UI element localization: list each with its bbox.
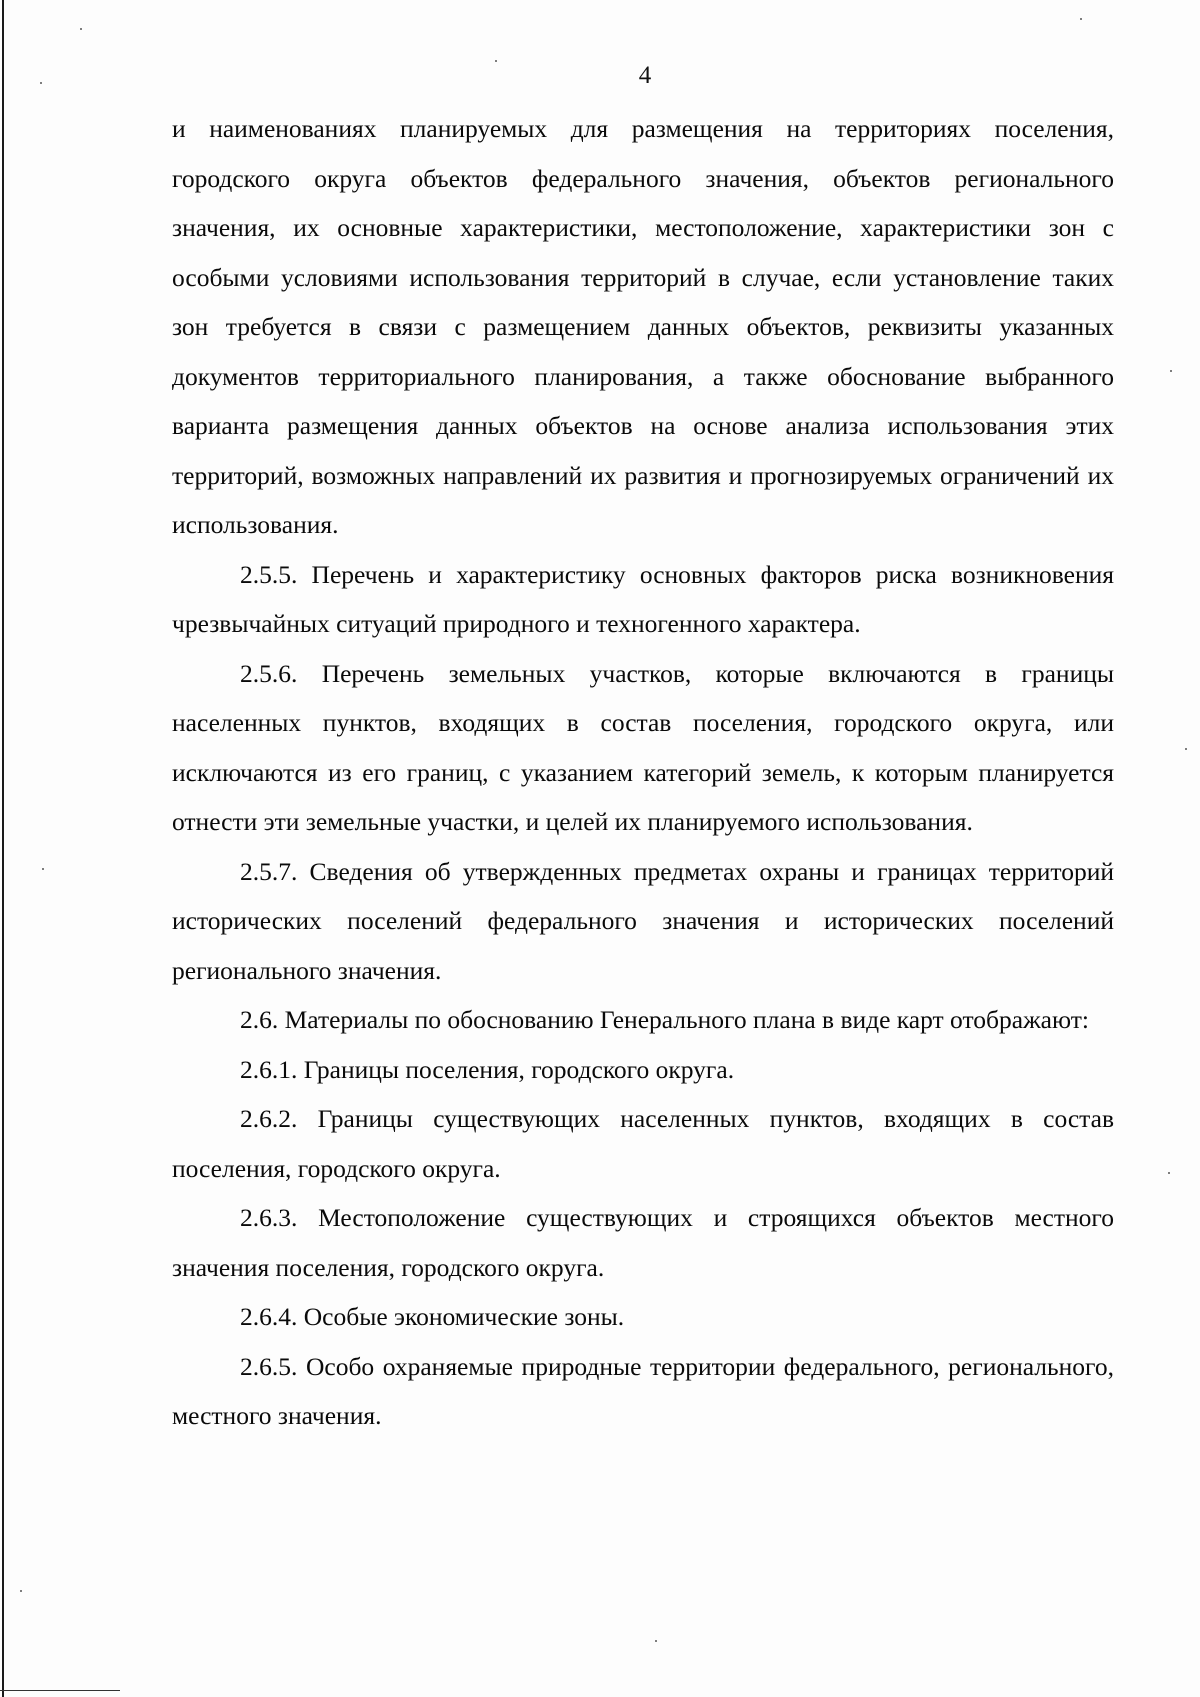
scan-speck (1185, 748, 1187, 750)
scan-speck (1170, 370, 1172, 372)
paragraph-2-6-2: 2.6.2. Границы существующих населенных пунктов, входящих в состав поселения, городского округа. (172, 1104, 1114, 1183)
scan-speck (655, 1640, 657, 1642)
paragraph-2-6-4: 2.6.4. Особые экономические зоны. (240, 1302, 625, 1331)
paragraph-2-6-1: 2.6.1. Границы поселения, городского округа. (240, 1054, 735, 1084)
scan-speck (1168, 1172, 1170, 1174)
scan-speck (1080, 18, 1082, 20)
scan-speck (80, 28, 82, 30)
document-body (172, 104, 1114, 1441)
page-number: 4 (638, 62, 652, 89)
paragraph-2-6: 2.6. Материалы по обоснованию Генерального плана в виде карт отображают: (240, 1005, 1089, 1034)
scan-left-edge (2, 0, 4, 1697)
scan-bottom-mark (0, 1690, 120, 1691)
paragraph-intro: и наименованиях планируемых для размещения на территориях поселения, городского округа объектов федерального значения, объектов регионального значения, их основные характеристики, местоположение, характеристики зон с особыми условиями использования территорий в случае, если установление таких зон требуется в связи с размещением данных объектов, реквизиты указанных документов территориального планирования, а также обоснование выбранного варианта размещения данных объектов на основе анализа использования этих территорий, возможных направлений их развития и прогнозируемых ограничений их использования. (172, 114, 1114, 539)
paragraph-2-6-5: 2.6.5. Особо охраняемые природные территории федерального, регионального, местного значения. (172, 1351, 1114, 1430)
paragraph-2-6-3: 2.6.3. Местоположение существующих и строящихся объектов местного значения поселения, городского округа. (172, 1203, 1114, 1282)
paragraph-2-5-6: 2.5.6. Перечень земельных участков, которые включаются в границы населенных пунктов, входящих в состав поселения, городского округа, или исключаются из его границ, с указанием категорий земель, к которым планируется отнести эти земельные участки, и целей их планируемого использования. (172, 658, 1114, 836)
paragraph-2-5-7: 2.5.7. Сведения об утвержденных предметах охраны и границах территорий исторических поселений федерального значения и исторических поселений регионального значения. (172, 856, 1114, 985)
scan-speck (20, 1590, 22, 1592)
scan-speck (42, 868, 44, 870)
paragraph-2-5-5: 2.5.5. Перечень и характеристику основных факторов риска возникновения чрезвычайных ситуаций природного и техногенного характера. (172, 559, 1114, 638)
